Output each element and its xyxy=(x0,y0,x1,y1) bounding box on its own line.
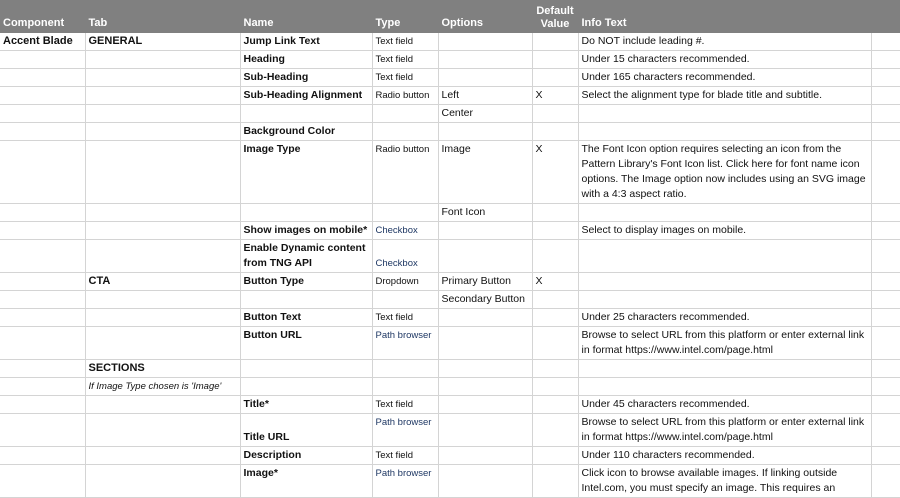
cell-name xyxy=(240,378,372,396)
cell-default-value xyxy=(532,447,578,465)
cell-tab xyxy=(85,222,240,240)
cell-name: Image Type xyxy=(240,141,372,204)
cell-tab: SECTIONS xyxy=(85,360,240,378)
table-row xyxy=(0,141,900,204)
cell-type xyxy=(372,123,438,141)
cell-options xyxy=(438,378,532,396)
table-row xyxy=(0,327,900,360)
cell-spare xyxy=(871,51,900,69)
cell-name: Button URL xyxy=(240,327,372,360)
header-info-text: Info Text xyxy=(578,0,871,33)
cell-default-value xyxy=(532,396,578,414)
cell-info-text: Browse to select URL from this platform or enter external link in format https://www.intel.com/page.html xyxy=(578,327,871,360)
cell-default-value xyxy=(532,105,578,123)
table-row xyxy=(0,447,900,465)
cell-default-value xyxy=(532,123,578,141)
cell-default-value xyxy=(532,204,578,222)
table-row xyxy=(0,309,900,327)
cell-spare xyxy=(871,33,900,51)
cell-name xyxy=(240,105,372,123)
cell-info-text xyxy=(578,291,871,309)
cell-tab xyxy=(85,309,240,327)
table-row xyxy=(0,69,900,87)
cell-spare xyxy=(871,69,900,87)
cell-spare xyxy=(871,222,900,240)
cell-info-text: Under 110 characters recommended. xyxy=(578,447,871,465)
cell-default-value xyxy=(532,291,578,309)
cell-spare xyxy=(871,396,900,414)
cell-options xyxy=(438,69,532,87)
cell-type xyxy=(372,105,438,123)
cell-default-value xyxy=(532,414,578,447)
cell-info-text: Select to display images on mobile. xyxy=(578,222,871,240)
cell-name xyxy=(240,204,372,222)
table-row xyxy=(0,204,900,222)
header-spare-column xyxy=(871,0,900,33)
cell-component xyxy=(0,273,85,291)
cell-info-text: Under 165 characters recommended. xyxy=(578,69,871,87)
cell-options xyxy=(438,414,532,447)
header-row xyxy=(0,0,900,33)
cell-default-value xyxy=(532,465,578,498)
header-component: Component xyxy=(0,0,85,33)
cell-type xyxy=(372,291,438,309)
cell-spare xyxy=(871,87,900,105)
cell-component xyxy=(0,69,85,87)
cell-options: Font Icon xyxy=(438,204,532,222)
cell-name: Image* xyxy=(240,465,372,498)
cell-options: Center xyxy=(438,105,532,123)
table-row xyxy=(0,396,900,414)
cell-options xyxy=(438,123,532,141)
cell-info-text xyxy=(578,123,871,141)
table-row xyxy=(0,33,900,51)
cell-name xyxy=(240,360,372,378)
cell-type: Radio button xyxy=(372,87,438,105)
cell-info-text: Click icon to browse available images. If linking outside Intel.com, you must specify an image. This requires an xyxy=(578,465,871,498)
cell-tab xyxy=(85,51,240,69)
cell-info-text: Browse to select URL from this platform or enter external link in format https://www.intel.com/page.html xyxy=(578,414,871,447)
cell-tab: CTA xyxy=(85,273,240,291)
cell-name xyxy=(240,291,372,309)
cell-default-value: X xyxy=(532,273,578,291)
cell-component xyxy=(0,309,85,327)
cell-info-text xyxy=(578,273,871,291)
cell-options xyxy=(438,447,532,465)
table-row xyxy=(0,360,900,378)
cell-spare xyxy=(871,465,900,498)
cell-spare xyxy=(871,123,900,141)
header-options: Options xyxy=(438,0,532,33)
cell-tab xyxy=(85,204,240,222)
cell-info-text: Select the alignment type for blade title and subtitle. xyxy=(578,87,871,105)
cell-info-text: Do NOT include leading #. xyxy=(578,33,871,51)
cell-component xyxy=(0,51,85,69)
cell-name: Jump Link Text xyxy=(240,33,372,51)
cell-options xyxy=(438,309,532,327)
cell-tab xyxy=(85,291,240,309)
cell-name: Description xyxy=(240,447,372,465)
table-row xyxy=(0,51,900,69)
table-row xyxy=(0,291,900,309)
cell-tab xyxy=(85,396,240,414)
cell-component xyxy=(0,378,85,396)
cell-info-text xyxy=(578,204,871,222)
cell-component xyxy=(0,240,85,273)
cell-default-value xyxy=(532,240,578,273)
cell-info-text xyxy=(578,105,871,123)
cell-tab: If Image Type chosen is 'Image' xyxy=(85,378,240,396)
cell-info-text: Under 45 characters recommended. xyxy=(578,396,871,414)
cell-tab xyxy=(85,105,240,123)
cell-component xyxy=(0,141,85,204)
cell-options xyxy=(438,327,532,360)
cell-default-value xyxy=(532,33,578,51)
cell-type: Dropdown xyxy=(372,273,438,291)
table-row xyxy=(0,414,900,447)
cell-options: Left xyxy=(438,87,532,105)
cell-type: Text field xyxy=(372,69,438,87)
cell-options: Primary Button xyxy=(438,273,532,291)
cell-component xyxy=(0,87,85,105)
cell-type: Radio button xyxy=(372,141,438,204)
cell-tab xyxy=(85,141,240,204)
cell-options xyxy=(438,240,532,273)
cell-spare xyxy=(871,360,900,378)
cell-spare xyxy=(871,273,900,291)
cell-type xyxy=(372,360,438,378)
cell-info-text xyxy=(578,360,871,378)
cell-spare xyxy=(871,309,900,327)
cell-component xyxy=(0,222,85,240)
cell-options: Secondary Button xyxy=(438,291,532,309)
cell-options xyxy=(438,360,532,378)
cell-name: Heading xyxy=(240,51,372,69)
cell-name: Sub-Heading xyxy=(240,69,372,87)
cell-spare xyxy=(871,240,900,273)
header-type: Type xyxy=(372,0,438,33)
cell-type: Text field xyxy=(372,396,438,414)
cell-name: Button Type xyxy=(240,273,372,291)
cell-name: Enable Dynamic content from TNG API xyxy=(240,240,372,273)
cell-info-text xyxy=(578,378,871,396)
cell-default-value xyxy=(532,327,578,360)
table-row xyxy=(0,123,900,141)
cell-component xyxy=(0,291,85,309)
cell-component xyxy=(0,465,85,498)
cell-type: Text field xyxy=(372,309,438,327)
cell-default-value xyxy=(532,360,578,378)
cell-component xyxy=(0,360,85,378)
cell-type: Text field xyxy=(372,447,438,465)
cell-default-value: X xyxy=(532,141,578,204)
cell-options xyxy=(438,396,532,414)
cell-type xyxy=(372,378,438,396)
cell-component xyxy=(0,123,85,141)
cell-type: Path browser xyxy=(372,414,438,447)
cell-tab xyxy=(85,465,240,498)
cell-component: Accent Blade xyxy=(0,33,85,51)
cell-info-text: Under 15 characters recommended. xyxy=(578,51,871,69)
header-name: Name xyxy=(240,0,372,33)
cell-component xyxy=(0,447,85,465)
header-default-value: Default Value xyxy=(532,0,578,33)
cell-name: Title* xyxy=(240,396,372,414)
cell-type: Checkbox xyxy=(372,240,438,273)
cell-spare xyxy=(871,105,900,123)
cell-options xyxy=(438,33,532,51)
cell-tab xyxy=(85,327,240,360)
cell-name: Button Text xyxy=(240,309,372,327)
cell-type: Checkbox xyxy=(372,222,438,240)
cell-component xyxy=(0,414,85,447)
cell-spare xyxy=(871,378,900,396)
cell-tab xyxy=(85,447,240,465)
cell-options xyxy=(438,222,532,240)
cell-spare xyxy=(871,204,900,222)
cell-options xyxy=(438,51,532,69)
cell-tab xyxy=(85,240,240,273)
table-row xyxy=(0,105,900,123)
cell-type: Text field xyxy=(372,33,438,51)
cell-spare xyxy=(871,447,900,465)
cell-spare xyxy=(871,291,900,309)
cell-name: Show images on mobile* xyxy=(240,222,372,240)
cell-type: Path browser xyxy=(372,327,438,360)
cell-type xyxy=(372,204,438,222)
cell-name: Sub-Heading Alignment xyxy=(240,87,372,105)
cell-tab: GENERAL xyxy=(85,33,240,51)
table-row xyxy=(0,222,900,240)
table-row xyxy=(0,87,900,105)
cell-type: Text field xyxy=(372,51,438,69)
table-row xyxy=(0,378,900,396)
cell-spare xyxy=(871,327,900,360)
cell-info-text: The Font Icon option requires selecting an icon from the Pattern Library's Font Icon list. Click here for font name icon options. The Image option now includes using an SVG image with a 4:3 aspect ratio. xyxy=(578,141,871,204)
cell-component xyxy=(0,396,85,414)
cell-default-value xyxy=(532,378,578,396)
table-row xyxy=(0,273,900,291)
cell-tab xyxy=(85,69,240,87)
table-row xyxy=(0,240,900,273)
cell-default-value xyxy=(532,51,578,69)
cell-default-value: X xyxy=(532,87,578,105)
cell-component xyxy=(0,327,85,360)
cell-default-value xyxy=(532,222,578,240)
cell-info-text: Under 25 characters recommended. xyxy=(578,309,871,327)
cell-options xyxy=(438,465,532,498)
cell-default-value xyxy=(532,69,578,87)
cell-options: Image xyxy=(438,141,532,204)
cell-component xyxy=(0,105,85,123)
cell-name: Background Color xyxy=(240,123,372,141)
cell-type: Path browser xyxy=(372,465,438,498)
cell-component xyxy=(0,204,85,222)
cell-default-value xyxy=(532,309,578,327)
cell-spare xyxy=(871,141,900,204)
cell-tab xyxy=(85,87,240,105)
cell-tab xyxy=(85,414,240,447)
cell-tab xyxy=(85,123,240,141)
cell-spare xyxy=(871,414,900,447)
cell-name: Title URL xyxy=(240,414,372,447)
cell-info-text xyxy=(578,240,871,273)
header-tab: Tab xyxy=(85,0,240,33)
table-row xyxy=(0,465,900,498)
